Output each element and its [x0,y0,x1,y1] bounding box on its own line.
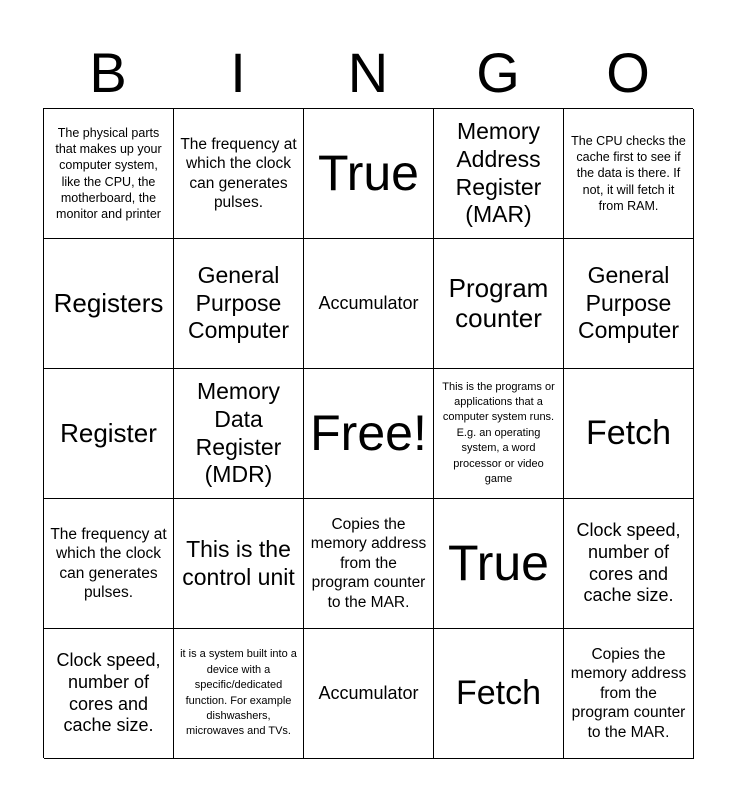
bingo-cell-r5c2[interactable]: it is a system built into a device with a specific/dedicated function. For example dishwashers, microwaves and TVs. [174,629,304,759]
bingo-cell-r1c2[interactable]: The frequency at which the clock can generates pulses. [174,109,304,239]
header-letter-b: B [89,41,127,104]
bingo-header [43,38,693,108]
bingo-cell-r3c5[interactable]: Fetch [564,369,694,499]
bingo-cell-r5c4[interactable]: Fetch [434,629,564,759]
bingo-cell-free[interactable]: Free! [304,369,434,499]
bingo-cell-r1c1[interactable]: The physical parts that makes up your computer system, like the CPU, the motherboard, the monitor and printer [44,109,174,239]
bingo-cell-r5c3[interactable]: Accumulator [304,629,434,759]
bingo-cell-r2c5[interactable]: General Purpose Computer [564,239,694,369]
bingo-cell-r2c1[interactable]: Registers [44,239,174,369]
bingo-cell-r2c2[interactable]: General Purpose Computer [174,239,304,369]
bingo-cell-r2c3[interactable]: Accumulator [304,239,434,369]
bingo-cell-r5c5[interactable]: Copies the memory address from the program counter to the MAR. [564,629,694,759]
bingo-cell-r4c1[interactable]: The frequency at which the clock can generates pulses. [44,499,174,629]
bingo-cell-r3c4[interactable]: This is the programs or applications that a computer system runs. E.g. an operating system, a word processor or video game [434,369,564,499]
bingo-cell-r4c2[interactable]: This is the control unit [174,499,304,629]
bingo-cell-r3c1[interactable]: Register [44,369,174,499]
bingo-cell-r4c3[interactable]: Copies the memory address from the program counter to the MAR. [304,499,434,629]
bingo-cell-r1c3[interactable]: True [304,109,434,239]
header-letter-n: N [347,41,389,104]
header-letter-i: I [230,41,246,104]
bingo-cell-r1c5[interactable]: The CPU checks the cache first to see if the data is there. If not, it will fetch it from RAM. [564,109,694,239]
header-letter-o: O [606,41,650,104]
bingo-cell-r4c4[interactable]: True [434,499,564,629]
bingo-cell-r5c1[interactable]: Clock speed, number of cores and cache size. [44,629,174,759]
bingo-cell-r1c4[interactable]: Memory Address Register (MAR) [434,109,564,239]
bingo-grid [43,108,693,758]
bingo-cell-r2c4[interactable]: Program counter [434,239,564,369]
header-letter-g: G [476,41,520,104]
bingo-cell-r3c2[interactable]: Memory Data Register (MDR) [174,369,304,499]
bingo-cell-r4c5[interactable]: Clock speed, number of cores and cache size. [564,499,694,629]
